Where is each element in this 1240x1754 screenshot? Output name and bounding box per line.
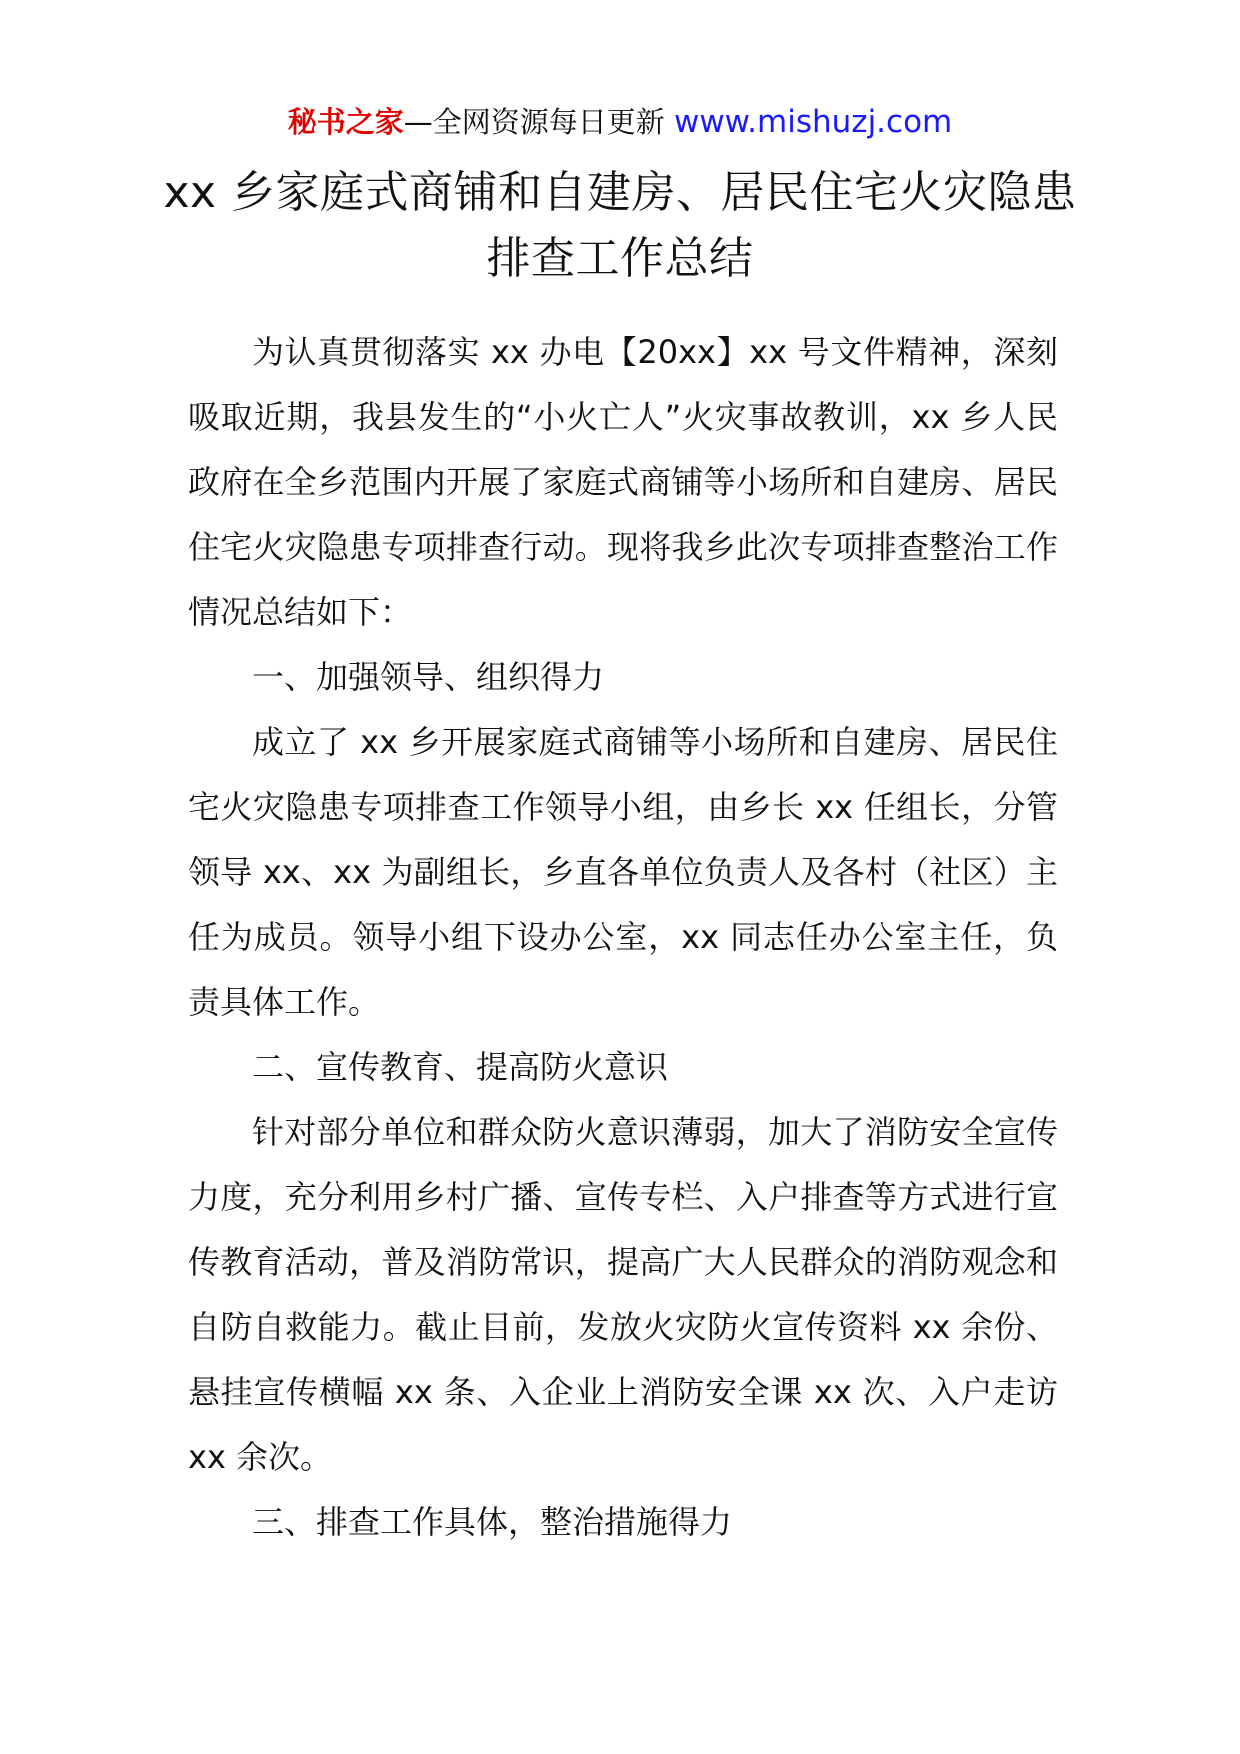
section-heading-1: 一、加强领导、组织得力 — [252, 658, 605, 696]
section-heading-2: 二、宣传教育、提高防火意识 — [252, 1048, 669, 1086]
section-paragraph-1: 成立了 xx 乡开展家庭式商铺等小场所和自建房、居民住宅火灾隐患专项排查工作领导小组，由乡长 xx 任组长，分管领导 xx、xx 为副组长，乡直各单位负责人及各村（社区）主任为成员。领导小组下设办公室，xx 同志任办公室主任，负责具体工作。 — [188, 723, 1058, 1021]
site-name: 秘书之家 — [287, 105, 404, 139]
document-body — [188, 320, 1058, 1555]
intro-paragraph: 为认真贯彻落实 xx 办电【20xx】xx 号文件精神，深刻吸取近期，我县发生的“小火亡人”火灾事故教训，xx 乡人民政府在全乡范围内开展了家庭式商铺等小场所和自建房、居民住宅火灾隐患专项排查行动。现将我乡此次专项排查整治工作情况总结如下： — [188, 333, 1058, 631]
site-slogan: —全网资源每日更新 — [403, 105, 674, 139]
section-heading-3: 三、排查工作具体，整治措施得力 — [252, 1503, 733, 1541]
site-header — [0, 102, 1240, 142]
site-url-link[interactable]: www.mishuzj.com — [673, 104, 953, 140]
document-title: xx 乡家庭式商铺和自建房、居民住宅火灾隐患排查工作总结 — [163, 167, 1077, 284]
section-paragraph-2: 针对部分单位和群众防火意识薄弱，加大了消防安全宣传力度，充分利用乡村广播、宣传专栏、入户排查等方式进行宣传教育活动，普及消防常识，提高广大人民群众的消防观念和自防自救能力。截止目前，发放火灾防火宣传资料 xx 余份、悬挂宣传横幅 xx 条、入企业上消防安全课 xx 次、入户走访 xx 余次。 — [188, 1113, 1058, 1476]
